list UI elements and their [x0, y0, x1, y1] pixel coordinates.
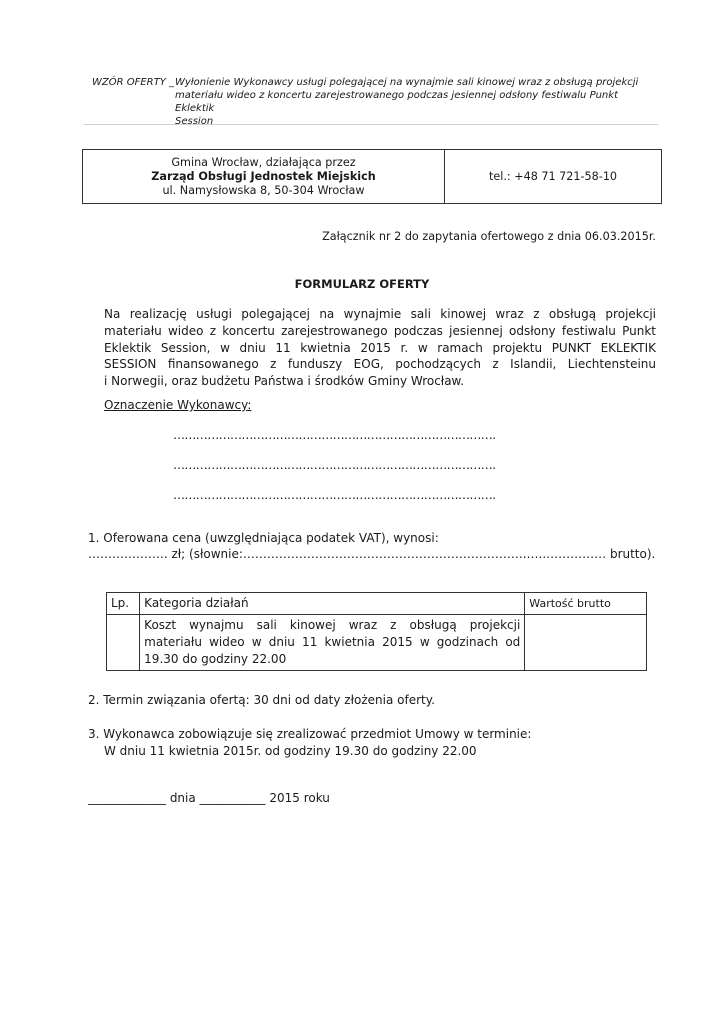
header-category: Kategoria działań [140, 593, 525, 615]
header-line: Wyłonienie Wykonawcy usługi polegającej na wynajmie sali kinowej wraz z obsługą projekcji [175, 77, 639, 88]
org-line: Gmina Wrocław, działająca przez [171, 155, 356, 169]
contractor-field-2[interactable]: …………………………………………………………………………. [173, 458, 496, 472]
header-gross-value: Wartość brutto [525, 593, 647, 615]
signature-date-line[interactable]: _____________ dnia ___________ 2015 roku [88, 791, 330, 805]
category-line: Koszt wynajmu sali kinowej wraz z obsługą projekcji [144, 618, 521, 632]
header-lp: Lp. [107, 593, 140, 615]
org-street: ul. Namysłowska 8, 50-304 Wrocław [162, 183, 365, 197]
category-line: materiału wideo w dniu 11 kwietnia 2015 w godzinach od [144, 635, 521, 649]
contractor-field-1[interactable]: …………………………………………………………………………. [173, 428, 496, 442]
intro-line: SESSION finansowanego z funduszy EOG, pochodzących z Islandii, Liechtensteinu [104, 357, 656, 372]
offer-table [106, 592, 647, 671]
intro-line: materiału wideo z koncertu zarejestrowanego podczas jesiennej odsłony festiwalu Punkt [104, 323, 656, 338]
organization-address [83, 150, 445, 203]
contractor-label [104, 398, 251, 412]
table-header-row [107, 593, 647, 615]
header-divider [84, 124, 658, 125]
header-line: Session [175, 116, 214, 127]
attachment-note: Załącznik nr 2 do zapytania ofertowego z dnia 06.03.2015r. [322, 230, 656, 243]
intro-line: Eklektik Session, w dniu 11 kwietnia 2015 r. w ramach projektu PUNKT EKLEKTIK [104, 340, 656, 355]
header-line: materiału wideo z koncertu zarejestrowanego podczas jesiennej odsłony festiwalu Punkt Eklektik [175, 90, 618, 114]
intro-line: Na realizację usługi polegającej na wynajmie sali kinowej wraz z obsługą projekcji [104, 307, 656, 321]
document-subject-header [175, 76, 655, 128]
binding-period: 2. Termin związania ofertą: 30 dni od daty złożenia oferty. [88, 693, 435, 707]
category-line: 19.30 do godziny 22.00 [144, 652, 287, 666]
row-lp[interactable] [107, 615, 140, 671]
form-template-label: WZÓR OFERTY _ [92, 77, 175, 88]
intro-line: i Norwegii, oraz budżetu Państwa i środków Gminy Wrocław. [104, 374, 465, 389]
execution-term-heading: 3. Wykonawca zobowiązuje się zrealizować przedmiot Umowy w terminie: [88, 727, 532, 741]
org-name: Zarząd Obsługi Jednostek Miejskich [151, 169, 376, 183]
contractor-label-text: Oznaczenie Wykonawcy [104, 398, 248, 412]
row-category [140, 615, 525, 671]
execution-term-date: W dniu 11 kwietnia 2015r. od godziny 19.30 do godziny 22.00 [104, 744, 477, 758]
page-title: FORMULARZ OFERTY [294, 277, 430, 291]
contractor-label-colon: : [247, 398, 252, 412]
intro-paragraph [104, 306, 656, 390]
price-heading: 1. Oferowana cena (uwzględniająca podatek VAT), wynosi: [88, 531, 439, 545]
price-field[interactable]: ……….………. zł; (słownie:……………………………………………………………..…..…………… brutto). [88, 547, 656, 561]
row-gross-value[interactable] [525, 615, 647, 671]
organization-box [82, 149, 662, 204]
table-row [107, 615, 647, 671]
organization-phone: tel.: +48 71 721-58-10 [488, 170, 618, 183]
contractor-field-3[interactable]: …………………………………………………………………………. [173, 488, 496, 502]
